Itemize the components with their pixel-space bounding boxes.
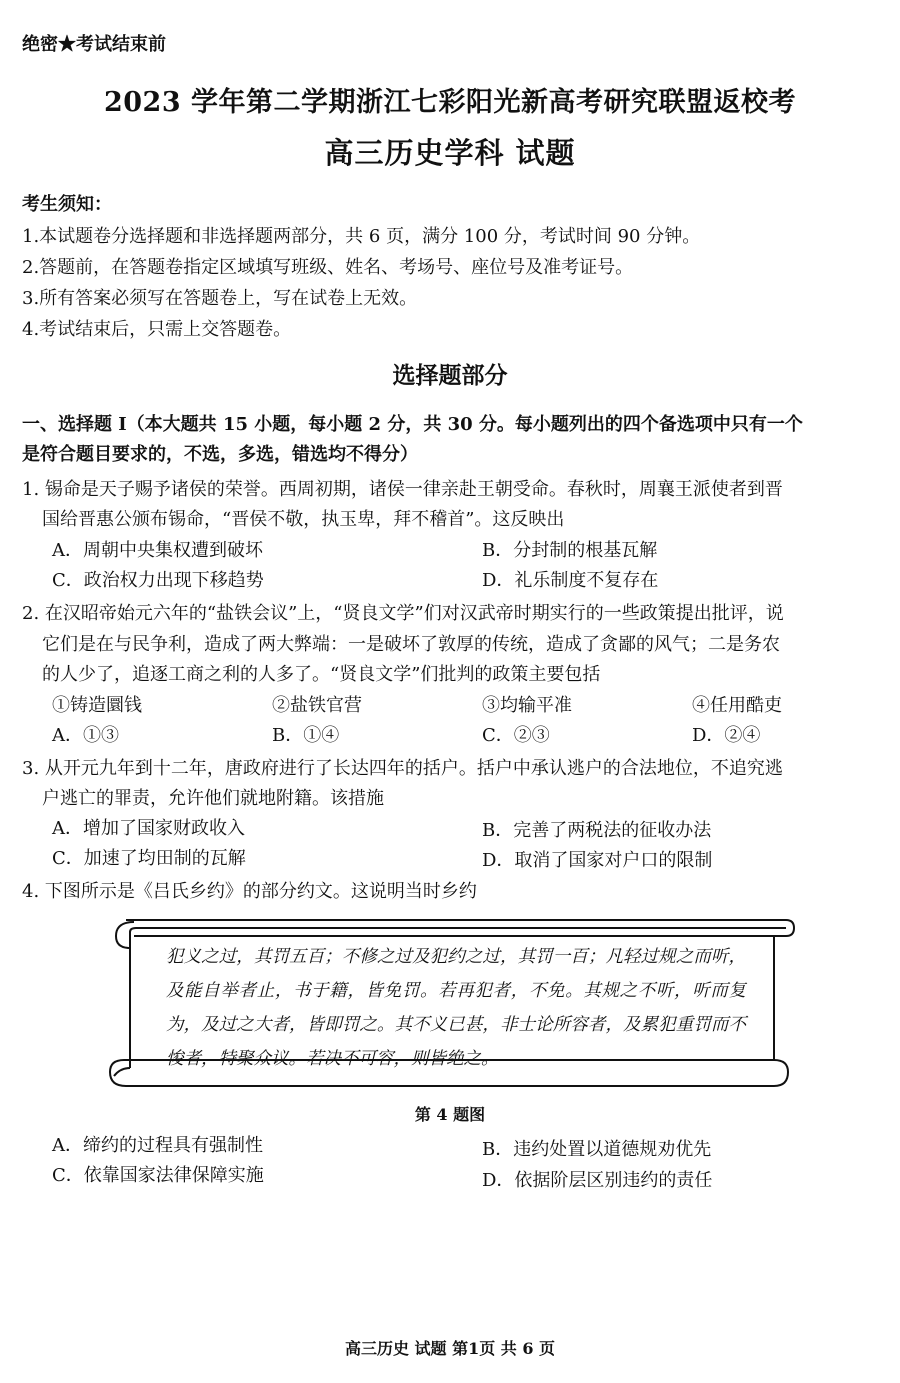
confidential-label: 绝密★考试结束前 bbox=[22, 34, 166, 55]
section-instructions: 一、选择题 I（本大题共 15 小题，每小题 2 分，共 30 分。每小题列出的四个备选项中只有一个 bbox=[22, 414, 803, 435]
question-1-option-c: C．政治权力出现下移趋势 bbox=[52, 570, 264, 591]
question-3-option-c: C．加速了均田制的瓦解 bbox=[52, 848, 246, 869]
question-1-stem: 国给晋惠公颁布锡命，“晋侯不敬，执玉卑，拜不稽首”。这反映出 bbox=[42, 509, 565, 530]
question-2-option-c: C．②③ bbox=[482, 725, 550, 746]
question-2-stem: 它们是在与民争利，造成了两大弊端：一是破坏了敦厚的传统，造成了贪鄙的风气；二是务农 bbox=[42, 634, 780, 655]
page-footer: 高三历史 试题 第1页 共 6 页 bbox=[344, 1339, 556, 1358]
question-4-option-b: B．违约处置以道德规劝优先 bbox=[482, 1139, 712, 1160]
question-2-stem: 2. 在汉昭帝始元六年的“盐铁会议”上，“贤良文学”们对汉武帝时期实行的一些政策提出批评，说 bbox=[22, 603, 784, 624]
question-2-option-b: B．①④ bbox=[272, 725, 340, 746]
exam-title: 2023 学年第二学期浙江七彩阳光新高考研究联盟返校考 bbox=[103, 87, 797, 118]
question-4-option-a: A．缔约的过程具有强制性 bbox=[52, 1135, 263, 1156]
question-2-option-a: A．①③ bbox=[52, 725, 119, 746]
question-3-stem: 3. 从开元九年到十二年，唐政府进行了长达四年的括户。括户中承认逃户的合法地位，不追究逃 bbox=[22, 758, 783, 779]
question-3-stem: 户逃亡的罪责，允许他们就地附籍。该措施 bbox=[42, 788, 384, 809]
notice-item: 3.所有答案必须写在答题卷上，写在试卷上无效。 bbox=[22, 288, 418, 309]
question-3-option-d: D．取消了国家对户口的限制 bbox=[482, 850, 713, 871]
notice-item: 4.考试结束后，只需上交答题卷。 bbox=[22, 319, 292, 340]
question-2-item-4: ④任用酷吏 bbox=[692, 695, 782, 716]
section-title: 选择题部分 bbox=[392, 362, 508, 389]
question-1-option-b: B．分封制的根基瓦解 bbox=[482, 540, 658, 561]
exam-subtitle: 高三历史学科 试题 bbox=[324, 136, 576, 170]
question-2-item-3: ③均输平准 bbox=[482, 695, 572, 716]
section-instructions: 是符合题目要求的，不选，多选，错选均不得分） bbox=[22, 444, 418, 465]
question-1-option-a: A．周朝中央集权遭到破坏 bbox=[52, 540, 263, 561]
question-2-item-2: ②盐铁官营 bbox=[272, 695, 362, 716]
scroll-figure bbox=[106, 910, 796, 1096]
notice-item: 1.本试题卷分选择题和非选择题两部分，共 6 页，满分 100 分，考试时间 90 分钟。 bbox=[22, 226, 701, 247]
question-2-item-1: ①铸造圜钱 bbox=[52, 695, 142, 716]
question-4-stem: 4. 下图所示是《吕氏乡约》的部分约文。这说明当时乡约 bbox=[22, 881, 477, 902]
notice-item: 2.答题前，在答题卷指定区域填写班级、姓名、考场号、座位号及准考证号。 bbox=[22, 257, 634, 278]
question-2-option-d: D．②④ bbox=[692, 725, 761, 746]
question-1-stem: 1. 锡命是天子赐予诸侯的荣誉。西周初期，诸侯一律亲赴王朝受命。春秋时，周襄王派使者到晋 bbox=[22, 479, 783, 500]
scroll-text: 犯义之过，其罚五百；不修之过及犯约之过，其罚一百；凡轻过规之而听，及能自举者止，书于籍，皆免罚。若再犯者，不免。其规之不听，听而复为，及过之大者，皆即罚之。其不义已甚，非士论所容者，及累犯重罚而不悛者，特聚众议。若决不可容，则皆绝之。 bbox=[166, 947, 746, 1069]
question-2-stem: 的人少了，追逐工商之利的人多了。“贤良文学”们批判的政策主要包括 bbox=[42, 664, 601, 685]
figure-caption: 第 4 题图 bbox=[414, 1105, 486, 1124]
question-4-option-d: D．依据阶层区别违约的责任 bbox=[482, 1170, 713, 1191]
question-1-option-d: D．礼乐制度不复存在 bbox=[482, 570, 659, 591]
question-3-option-a: A．增加了国家财政收入 bbox=[52, 818, 245, 839]
notice-heading: 考生须知： bbox=[22, 194, 112, 215]
question-3-option-b: B．完善了两税法的征收办法 bbox=[482, 820, 712, 841]
question-4-option-c: C．依靠国家法律保障实施 bbox=[52, 1165, 264, 1186]
